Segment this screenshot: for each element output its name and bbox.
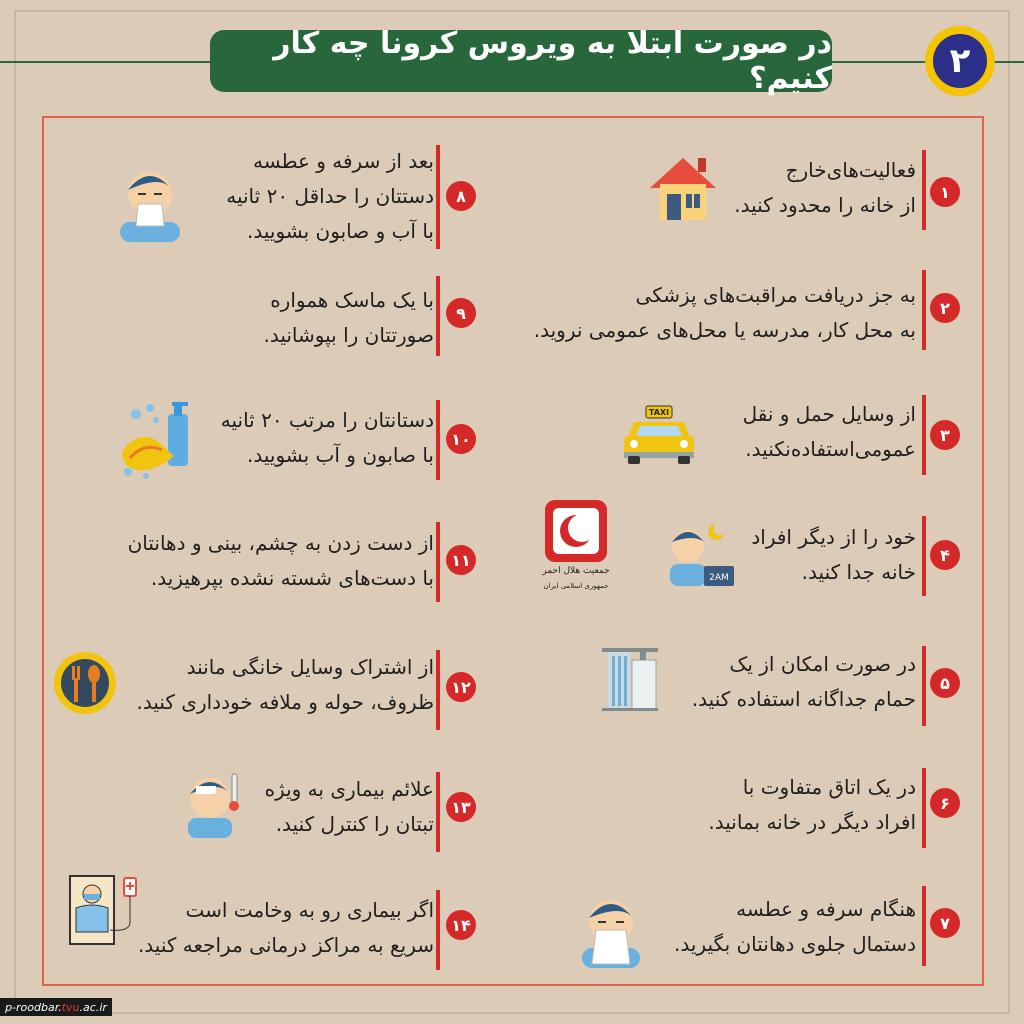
- item-number: ۱۴: [446, 910, 476, 940]
- item-bar: [922, 270, 926, 350]
- item-bar: [436, 772, 440, 852]
- item-bar: [436, 276, 440, 356]
- item-text-12: از اشتراک وسایل خانگی مانند ظروف، حوله و ملافه خودداری کنید.: [136, 655, 434, 714]
- utensils-icon: [52, 650, 118, 716]
- isolated-person-icon: [664, 520, 736, 588]
- fever-person-icon: [182, 770, 246, 840]
- item-number: ۵: [930, 668, 960, 698]
- item-bar: [922, 150, 926, 230]
- item-bar: [922, 886, 926, 966]
- item-number: ۱: [930, 177, 960, 207]
- item-text-10: دستانتان را مرتب ۲۰ ثانیه با صابون و آب بشویید.: [220, 408, 434, 467]
- item-text-11: از دست زدن به چشم، بینی و دهانتان با دست‌های شسته نشده بپرهیزید.: [127, 531, 434, 590]
- item-text-2: به جز دریافت مراقبت‌های پزشکی به محل کار، مدرسه یا محل‌های عمومی نروید.: [533, 283, 916, 342]
- item-number: ۱۰: [446, 424, 476, 454]
- item-bar: [436, 650, 440, 730]
- taxi-icon: [622, 404, 696, 466]
- item-text-9: با یک ماسک همواره صورتتان را بپوشانید.: [263, 288, 434, 347]
- logo-caption: جمعیت هلال احمر: [542, 566, 610, 576]
- svg-text:TAXI: TAXI: [648, 408, 670, 417]
- item-number: ۳: [930, 420, 960, 450]
- logo-caption-sub: جمهوری اسلامی ایران: [543, 582, 609, 590]
- item-number: ۴: [930, 540, 960, 570]
- item-number: ۱۲: [446, 672, 476, 702]
- item-bar: [436, 890, 440, 970]
- tissue-person-icon: [578, 892, 644, 968]
- item-text-5: در صورت امکان از یک حمام جداگانه استفاده کنید.: [691, 652, 916, 711]
- item-number: ۹: [446, 298, 476, 328]
- item-bar: [436, 522, 440, 602]
- house-icon: [648, 154, 718, 224]
- item-text-6: در یک اتاق متفاوت با افراد دیگر در خانه بمانید.: [708, 775, 916, 834]
- hospital-bed-icon: [66, 872, 142, 948]
- item-number: ۸: [446, 181, 476, 211]
- item-bar: [436, 145, 440, 249]
- section-badge: [925, 26, 995, 96]
- red-crescent-logo: [538, 498, 614, 602]
- item-text-8: بعد از سرفه و عطسه دستتان را حداقل ۲۰ ثانیه با آب و صابون بشویید.: [226, 149, 434, 243]
- item-number: ۲: [930, 293, 960, 323]
- header-line-left: [0, 61, 215, 63]
- item-number: ۱۳: [446, 792, 476, 822]
- item-text-7: هنگام سرفه و عطسه دستمال جلوی دهانتان بگیرید.: [674, 897, 916, 956]
- item-text-13: علائم بیماری به ویژه تبتان را کنترل کنید.: [264, 777, 434, 836]
- item-text-3: از وسایل حمل و نقل عمومی‌استفاده‌نکنید.: [742, 402, 916, 461]
- item-bar: [922, 395, 926, 475]
- item-text-1: فعالیت‌های‌خارج از خانه را محدود کنید.: [734, 158, 916, 217]
- crescent-icon: [543, 498, 609, 564]
- item-number: ۱۱: [446, 545, 476, 575]
- sneeze-person-icon: [118, 164, 182, 244]
- item-number: ۷: [930, 908, 960, 938]
- item-bar: [922, 768, 926, 848]
- source-watermark: p-roodbar. tvu .ac.ir: [0, 998, 112, 1016]
- svg-text:2AM: 2AM: [709, 573, 729, 583]
- item-bar: [922, 646, 926, 726]
- item-text-14: اگر بیماری رو به وخامت است سریع به مراکز درمانی مراجعه کنید.: [137, 898, 434, 957]
- item-text-4: خود را از دیگر افراد خانه جدا کنید.: [751, 525, 916, 584]
- item-bar: [922, 516, 926, 596]
- shower-icon: [600, 646, 660, 712]
- section-number: ۲: [933, 34, 987, 88]
- page-title: در صورت ابتلا به ویروس کرونا چه کار کنیم؟: [210, 30, 832, 92]
- hand-wash-icon: [116, 400, 196, 480]
- item-bar: [436, 400, 440, 480]
- item-number: ۶: [930, 788, 960, 818]
